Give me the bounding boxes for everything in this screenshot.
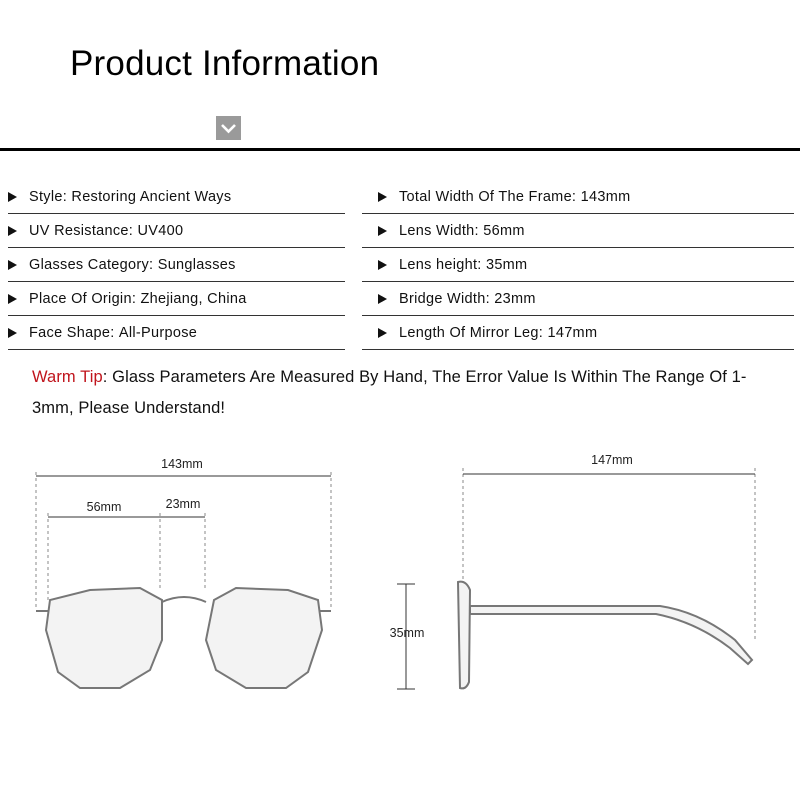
leg-length-label: 147mm	[591, 453, 633, 467]
spec-label: Length Of Mirror Leg:	[399, 324, 544, 341]
spec-label: Bridge Width:	[399, 290, 490, 307]
spec-value: 143mm	[580, 188, 631, 205]
spec-value: Sunglasses	[157, 256, 236, 273]
spec-label: Lens height:	[399, 256, 482, 273]
spec-value: 35mm	[485, 256, 528, 273]
glasses-front-view	[36, 588, 331, 688]
total-width-label: 143mm	[161, 457, 203, 471]
spec-value: 23mm	[494, 290, 536, 307]
spec-value: Zhejiang, China	[140, 290, 247, 307]
spec-value: All-Purpose	[118, 324, 198, 341]
side-dimension-lines	[397, 474, 755, 689]
spec-label: Style:	[29, 188, 68, 205]
spec-label: Lens Width:	[399, 222, 479, 239]
spec-value: 147mm	[547, 324, 598, 341]
front-dimension-guides	[36, 472, 331, 608]
spec-label: Total Width Of The Frame:	[399, 188, 577, 205]
bridge-width-label: 23mm	[165, 497, 201, 511]
spec-label: Face Shape:	[29, 324, 115, 341]
spec-value: Restoring Ancient Ways	[71, 188, 232, 205]
glasses-side-view	[458, 582, 752, 689]
spec-label: Glasses Category:	[29, 256, 154, 273]
spec-value: 56mm	[483, 222, 525, 239]
lens-height-label: 35mm	[389, 626, 425, 640]
page-title: Product Information	[70, 44, 380, 83]
spec-value: UV400	[137, 222, 184, 239]
warm-tip-prefix: Warm Tip	[32, 368, 103, 386]
spec-label: Place Of Origin:	[29, 290, 137, 307]
warm-tip-text: : Glass Parameters Are Measured By Hand, The Error Value Is Within The Range Of 1-3mm, Please Understand!	[32, 368, 747, 417]
lens-width-label: 56mm	[86, 500, 122, 514]
spec-label: UV Resistance:	[29, 222, 134, 239]
